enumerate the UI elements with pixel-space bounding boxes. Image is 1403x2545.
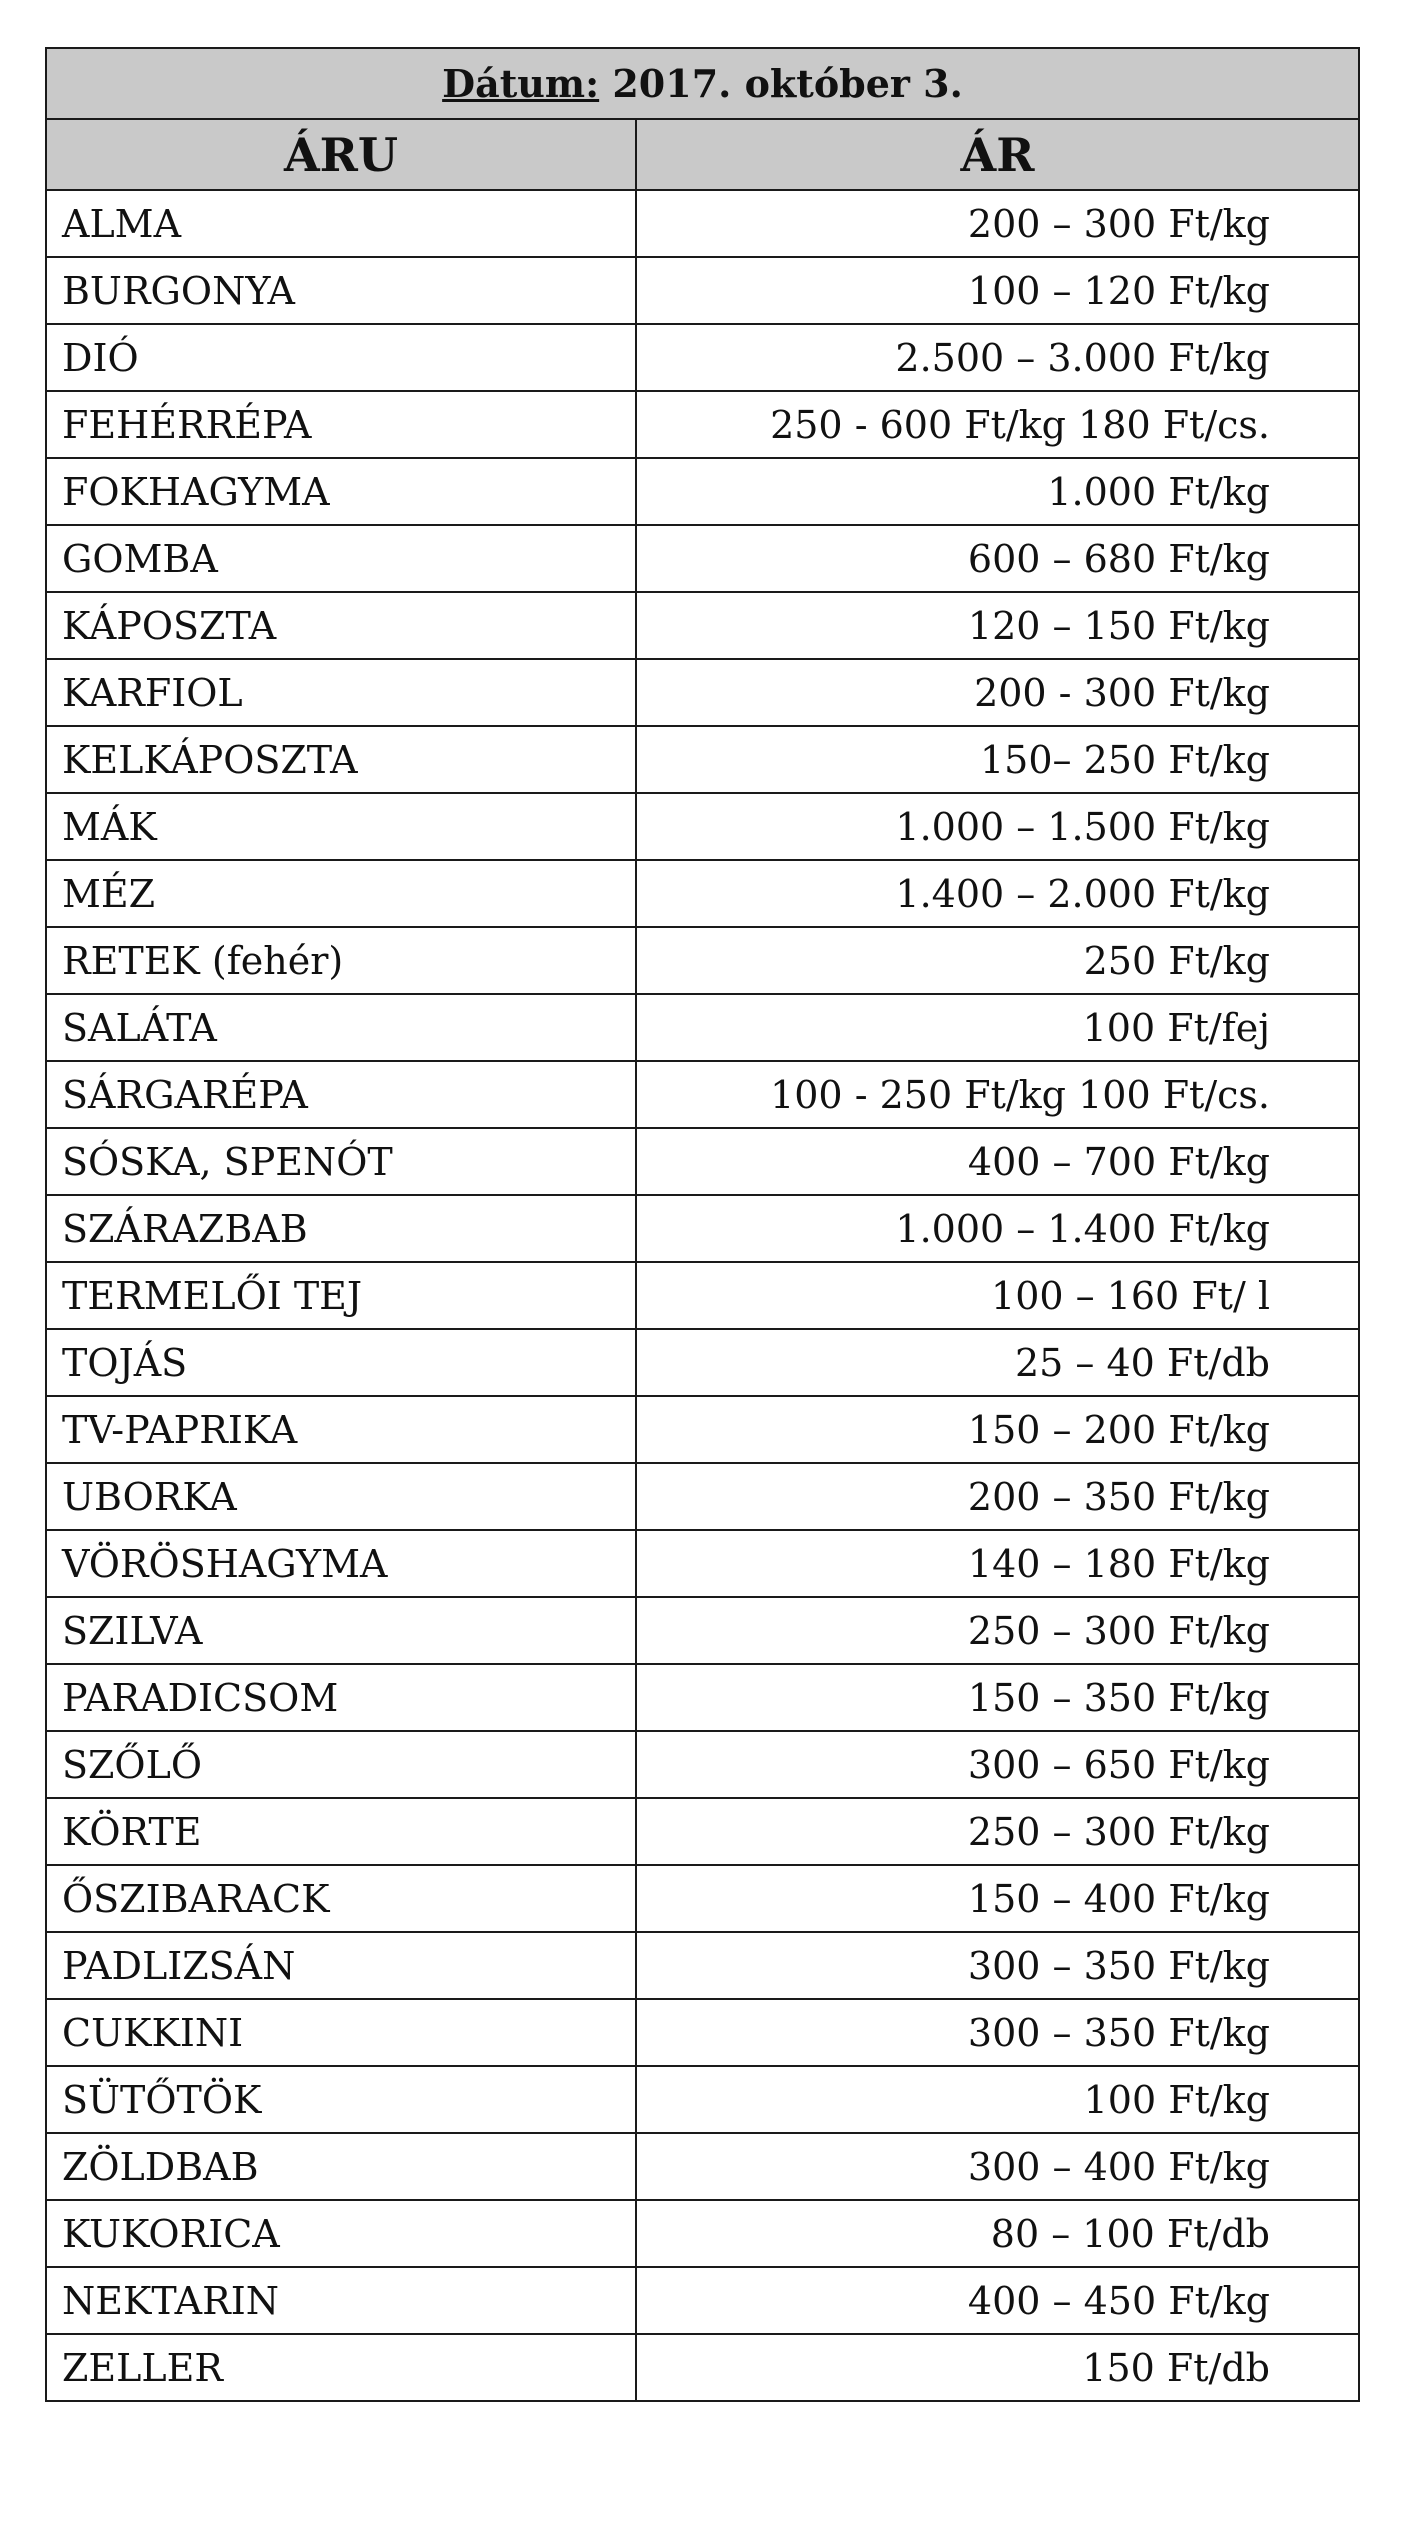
item-name-cell: KARFIOL [46,659,636,726]
item-name-cell: MÉZ [46,860,636,927]
item-price-cell: 400 – 700 Ft/kg [636,1128,1359,1195]
item-name-cell: SÁRGARÉPA [46,1061,636,1128]
item-name-cell: SALÁTA [46,994,636,1061]
item-name-cell: KÁPOSZTA [46,592,636,659]
item-price-cell: 300 – 350 Ft/kg [636,1932,1359,1999]
table-row [46,927,1359,994]
item-name-cell: ZELLER [46,2334,636,2401]
item-price-cell: 140 – 180 Ft/kg [636,1530,1359,1597]
item-name-cell: MÁK [46,793,636,860]
column-header-item: ÁRU [46,119,636,190]
item-price-cell: 1.000 – 1.400 Ft/kg [636,1195,1359,1262]
table-row [46,1664,1359,1731]
table-row [46,1195,1359,1262]
table-row [46,190,1359,257]
item-price-cell: 100 Ft/kg [636,2066,1359,2133]
item-price-cell: 250 Ft/kg [636,927,1359,994]
table-row [46,726,1359,793]
price-table [45,47,1360,2402]
item-name-cell: KUKORICA [46,2200,636,2267]
item-name-cell: KELKÁPOSZTA [46,726,636,793]
item-price-cell: 400 – 450 Ft/kg [636,2267,1359,2334]
table-row [46,1128,1359,1195]
item-price-cell: 600 – 680 Ft/kg [636,525,1359,592]
column-header-price: ÁR [636,119,1359,190]
table-row [46,1999,1359,2066]
item-name-cell: SZÁRAZBAB [46,1195,636,1262]
date-row [46,48,1359,119]
item-name-cell: BURGONYA [46,257,636,324]
table-row [46,257,1359,324]
table-row [46,2133,1359,2200]
item-price-cell: 200 - 300 Ft/kg [636,659,1359,726]
item-price-cell: 1.400 – 2.000 Ft/kg [636,860,1359,927]
item-price-cell: 200 – 350 Ft/kg [636,1463,1359,1530]
item-name-cell: TERMELŐI TEJ [46,1262,636,1329]
item-name-cell: SZILVA [46,1597,636,1664]
table-row [46,1396,1359,1463]
item-price-cell: 1.000 Ft/kg [636,458,1359,525]
table-row [46,458,1359,525]
item-price-cell: 1.000 – 1.500 Ft/kg [636,793,1359,860]
item-price-cell: 300 – 400 Ft/kg [636,2133,1359,2200]
table-row [46,1061,1359,1128]
item-name-cell: TOJÁS [46,1329,636,1396]
table-row [46,2267,1359,2334]
item-name-cell: PADLIZSÁN [46,1932,636,1999]
item-price-cell: 150 Ft/db [636,2334,1359,2401]
item-name-cell: NEKTARIN [46,2267,636,2334]
table-row [46,1798,1359,1865]
table-row [46,1329,1359,1396]
table-row [46,1463,1359,1530]
item-price-cell: 200 – 300 Ft/kg [636,190,1359,257]
item-price-cell: 80 – 100 Ft/db [636,2200,1359,2267]
item-name-cell: FOKHAGYMA [46,458,636,525]
table-row [46,1731,1359,1798]
item-name-cell: PARADICSOM [46,1664,636,1731]
item-name-cell: SZŐLŐ [46,1731,636,1798]
item-price-cell: 100 - 250 Ft/kg 100 Ft/cs. [636,1061,1359,1128]
column-header-row [46,119,1359,190]
item-price-cell: 300 – 650 Ft/kg [636,1731,1359,1798]
item-price-cell: 2.500 – 3.000 Ft/kg [636,324,1359,391]
item-name-cell: ŐSZIBARACK [46,1865,636,1932]
item-name-cell: VÖRÖSHAGYMA [46,1530,636,1597]
table-row [46,994,1359,1061]
table-row [46,592,1359,659]
item-price-cell: 250 – 300 Ft/kg [636,1597,1359,1664]
item-price-cell: 100 Ft/fej [636,994,1359,1061]
table-row [46,391,1359,458]
item-name-cell: TV-PAPRIKA [46,1396,636,1463]
table-row [46,2066,1359,2133]
item-name-cell: GOMBA [46,525,636,592]
item-name-cell: SÓSKA, SPENÓT [46,1128,636,1195]
item-name-cell: SÜTŐTÖK [46,2066,636,2133]
item-price-cell: 100 – 160 Ft/ l [636,1262,1359,1329]
table-row [46,2200,1359,2267]
item-name-cell: CUKKINI [46,1999,636,2066]
item-name-cell: ALMA [46,190,636,257]
item-name-cell: KÖRTE [46,1798,636,1865]
table-row [46,324,1359,391]
date-header [46,48,1359,119]
item-name-cell: UBORKA [46,1463,636,1530]
item-name-cell: ZÖLDBAB [46,2133,636,2200]
table-row [46,793,1359,860]
table-row [46,659,1359,726]
item-price-cell: 150– 250 Ft/kg [636,726,1359,793]
item-price-cell: 120 – 150 Ft/kg [636,592,1359,659]
table-row [46,860,1359,927]
item-price-cell: 25 – 40 Ft/db [636,1329,1359,1396]
table-row [46,1865,1359,1932]
table-row [46,1597,1359,1664]
table-row [46,525,1359,592]
item-price-cell: 150 – 400 Ft/kg [636,1865,1359,1932]
item-price-cell: 150 – 200 Ft/kg [636,1396,1359,1463]
item-price-cell: 250 – 300 Ft/kg [636,1798,1359,1865]
item-name-cell: FEHÉRRÉPA [46,391,636,458]
item-price-cell: 100 – 120 Ft/kg [636,257,1359,324]
item-price-cell: 250 - 600 Ft/kg 180 Ft/cs. [636,391,1359,458]
table-row [46,2334,1359,2401]
item-price-cell: 300 – 350 Ft/kg [636,1999,1359,2066]
item-name-cell: RETEK (fehér) [46,927,636,994]
table-body [46,190,1359,2401]
table-row [46,1262,1359,1329]
table-row [46,1932,1359,1999]
date-value: 2017. október 3. [599,61,963,106]
date-label: Dátum: [442,61,600,106]
item-price-cell: 150 – 350 Ft/kg [636,1664,1359,1731]
item-name-cell: DIÓ [46,324,636,391]
table-row [46,1530,1359,1597]
